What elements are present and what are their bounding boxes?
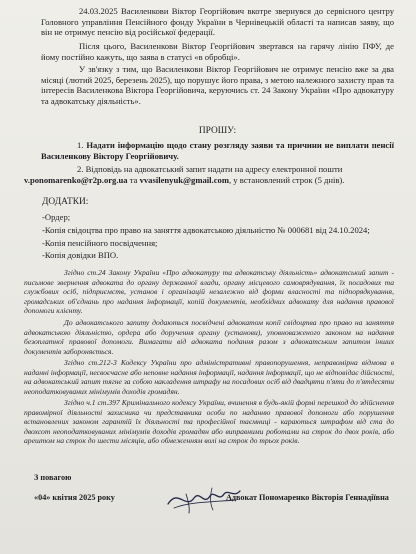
attachment-item: -Копія довідки ВПО. <box>42 250 119 260</box>
legal-paragraph-1: Згідно ст.24 Закону України «Про адвокатуру та адвокатську діяльність» адвокатський запит - письмове звернення адвоката до органу державної влади, органу місцевого самоврядування, їх посадових та службових осіб, підприємств, установ і організацій незалежно від форми власності та підпорядкування, громадських об'єднань про надання інформації, копій документів, необхідних адвокату для надання правової допомоги клієнту. <box>24 268 394 315</box>
email-joiner: та <box>129 175 138 185</box>
closing-date: «04» квітня 2025 року <box>34 493 115 502</box>
legal-paragraph-3: Згідно ст.212-3 Кодексу України про адміністративні правопорушення, неправомірна відмова в наданні інформації, несвоєчасне або неповне надання інформації, надання інформації, що не відповідає дійсності, на адвокатський запит тягне за собою накладення штрафу на посадових осіб від двадцяти п'яти до п'ятдесяти неоподатковуваних мінімумів доходів громадян. <box>24 358 394 396</box>
legal-paragraph-4: Згідно ч.1 ст.397 Кримінального кодексу України, вчинення в будь-якій формі перешкод до здійснення правомірної діяльності захисника чи представника особи по наданню правової допомоги або порушення встановлених законом гарантій їх діяльності та професійної таємниці - караються штрафом від ста до двохсот неоподатковуваних мінімумів доходів громадян або виправними роботами на строк до двох років, або арештом на строк до шести місяців, або обмеженням волі на строк до трьох років. <box>24 398 394 445</box>
request-item-2-text: Відповідь на адвокатський запит надати на адресу електронної пошти <box>85 164 343 174</box>
request-item-1 <box>41 140 394 161</box>
email-link-2[interactable]: vvasilenyuk@gmail.com <box>139 175 229 185</box>
body-paragraph-3: У зв'язку з тим, що Василенкови Віктор Георгійович не отримує пенсію вже за два місяці (лютий 2025, березень 2025), що порушує його права, з метою належного захисту прав та інтересів Василенкова Віктора Георгійовича, керуючись ст. 24 Закону України «Про адвокатуру та адвокатську діяльність». <box>41 64 394 106</box>
attachments-heading: ДОДАТКИ: <box>42 197 89 207</box>
request-heading: ПРОШУ: <box>198 126 237 136</box>
request-item-2 <box>41 164 394 175</box>
request-email-line <box>24 175 394 186</box>
email-link-1[interactable]: v.ponomarenko@r2p.org.ua <box>24 175 128 185</box>
attachment-item: -Копія свідоцтва про право на заняття адвокатською діяльністю № 000681 від 24.10.2024; <box>42 225 370 235</box>
legal-paragraph-2: До адвокатського запиту додаються посвідчені адвокатом копії свідоцтва про право на заняття адвокатською діяльністю, ордера або доручення органу (установи), уповноваженого законом на надання безоплатної правової допомоги. Вимагати від адвоката подання разом з адвокатським запитом інших документів забороняється. <box>24 318 394 356</box>
body-paragraph-2: Після цього, Василенкови Віктор Георгійович звертався на гарячу лінію ПФУ, де йому постійно кажуть, що заява в статусі «в обробці». <box>41 41 394 62</box>
attachment-item: -Копія пенсійного посвідчення; <box>42 238 158 248</box>
closing-regards: З повагою <box>34 473 72 482</box>
signer-name: Адвокат Пономаренко Вікторія Геннадіївна <box>226 493 389 502</box>
request-item-2-tail: , у встановлений строк (5 днів). <box>228 175 345 185</box>
request-item-2-number: 2. <box>77 164 84 174</box>
body-paragraph-1: 24.03.2025 Василенкови Віктор Георгійович вкотре звернувся до сервісного центру Головного управління Пенсійного фонду України в Чернівецькій області та написав заяву, що він не отримує пенсію від російської федерації. <box>41 6 394 38</box>
attachment-item: -Ордер; <box>42 212 71 222</box>
request-item-1-number: 1. <box>77 140 84 150</box>
request-item-1-text: Надати інформацію щодо стану розгляду заяви та причини не виплати пенсії Василенкову Віктору Георгійовичу. <box>41 140 395 161</box>
